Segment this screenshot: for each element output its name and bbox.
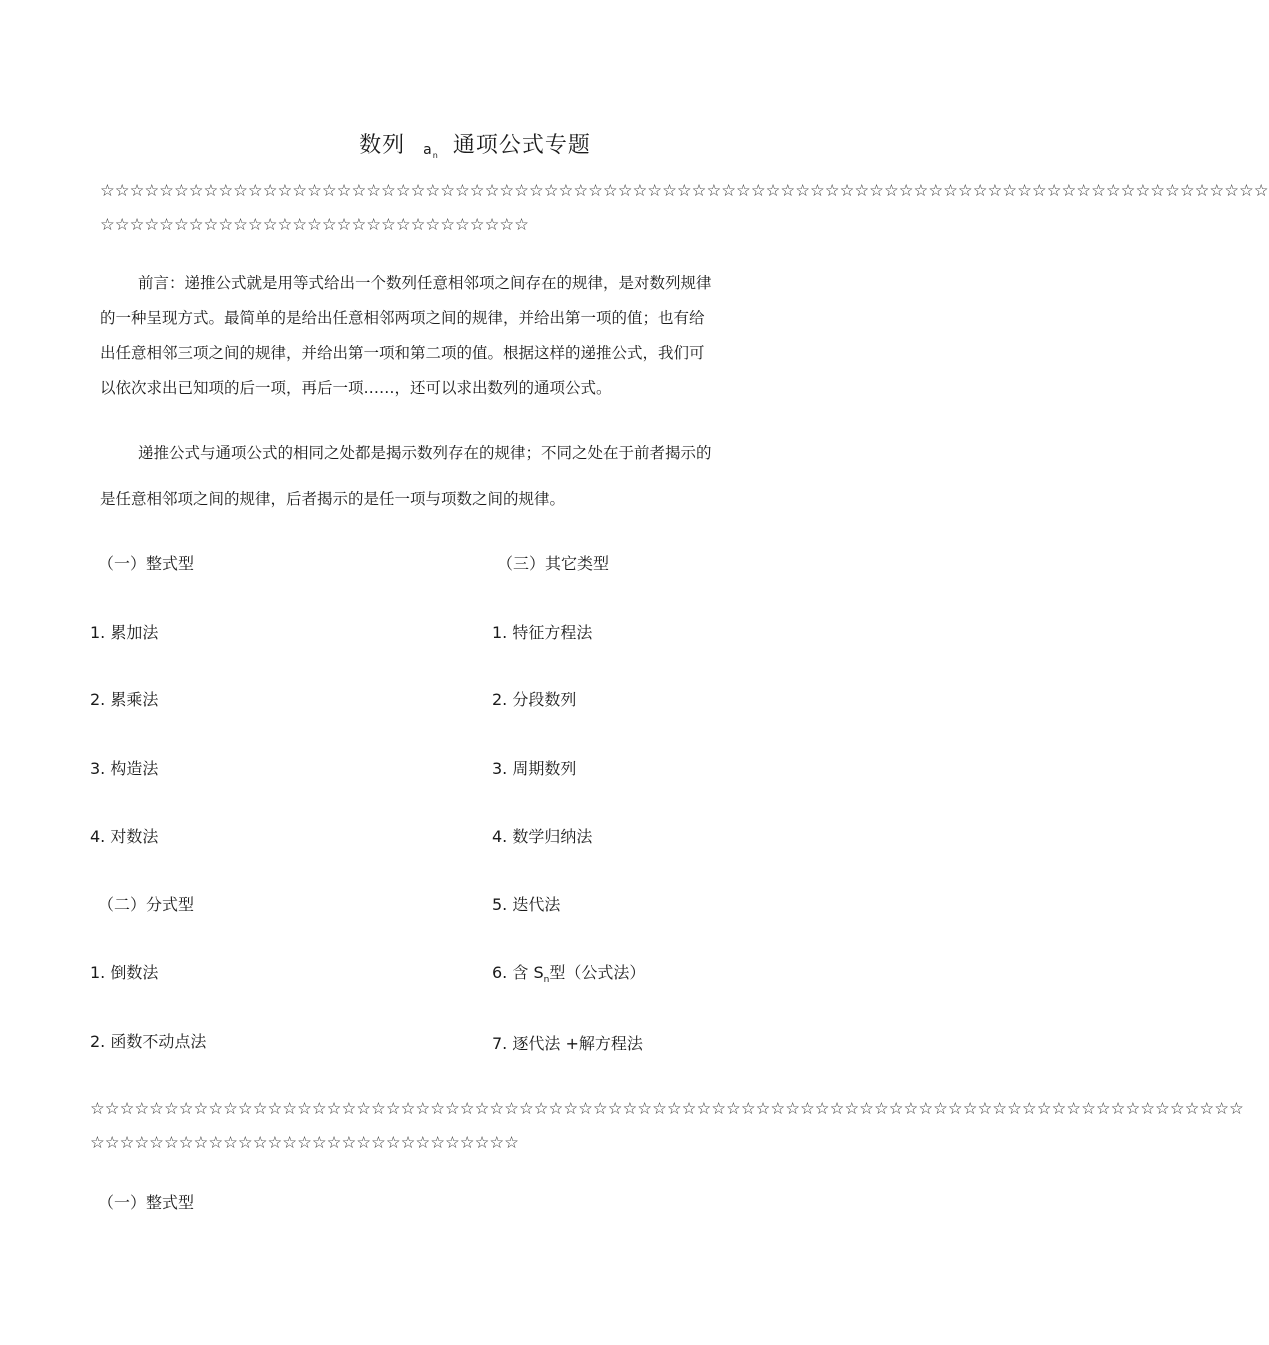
outline-right-item: 1. 特征方程法 [492,623,593,642]
outline-left-item: 1. 倒数法 [90,963,159,982]
sn-variable-letter: S [533,963,544,982]
outline-right-item: 2. 分段数列 [492,690,577,709]
outline-right-item: 4. 数学归纳法 [492,827,593,846]
preface-line: 的一种呈现方式。最简单的是给出任意相邻两项之间的规律，并给出第一项的值；也有给 [100,309,705,327]
preface-line: 前言：递推公式就是用等式给出一个数列任意相邻项之间存在的规律，是对数列规律 [138,274,712,292]
outline-left-heading-integral: （一）整式型 [98,554,195,573]
page-title [0,128,950,159]
stars-divider-bottom-2 [90,1133,519,1152]
outline-left-heading-fractional: （二）分式型 [98,895,195,914]
outline-left-item: 4. 对数法 [90,827,159,846]
title-suffix: 通项公式专题 [452,133,591,158]
outline-right-item: 3. 周期数列 [492,759,577,778]
preface-line: 出任意相邻三项之间的规律，并给出第一项和第二项的值。根据这样的递推公式，我们可 [100,344,705,362]
title-variable [423,142,439,158]
stars-divider-top-2 [100,215,529,234]
outline-right-heading-other: （三）其它类型 [497,554,610,573]
title-variable-subscript: n [432,150,439,160]
outline-left-item: 1. 累加法 [90,623,159,642]
outline-left-item: 2. 函数不动点法 [90,1032,207,1051]
preface-line: 以依次求出已知项的后一项，再后一项……，还可以求出数列的通项公式。 [100,379,612,397]
outline-left-item: 3. 构造法 [90,759,159,778]
comparison-paragraph [100,430,712,522]
comparison-line: 递推公式与通项公式的相同之处都是揭示数列存在的规律；不同之处在于前者揭示的 [138,444,712,462]
outline-right-item-sn [492,960,645,985]
section-heading: （一）整式型 [98,1193,195,1212]
outline-right-item-sn-prefix: 6. 含 [492,963,529,982]
stars-divider-bottom-2-text: ☆☆☆☆☆☆☆☆☆☆☆☆☆☆☆☆☆☆☆☆☆☆☆☆☆☆☆☆☆ [90,1133,519,1152]
title-variable-letter: a [423,142,433,158]
stars-divider-top-1: ☆☆☆☆☆☆☆☆☆☆☆☆☆☆☆☆☆☆☆☆☆☆☆☆☆☆☆☆☆☆☆☆☆☆☆☆☆☆☆☆☆☆☆☆☆☆☆☆☆☆☆☆☆☆☆☆☆☆☆☆☆☆☆☆☆☆☆☆☆☆☆☆☆☆☆☆☆☆☆ [100,181,1269,200]
sn-variable [533,963,550,986]
sn-variable-subscript: n [543,975,550,986]
stars-divider-top-2-text: ☆☆☆☆☆☆☆☆☆☆☆☆☆☆☆☆☆☆☆☆☆☆☆☆☆☆☆☆☆ [100,215,529,234]
title-prefix: 数列 [359,133,406,158]
outline-right-item: 5. 迭代法 [492,895,561,914]
comparison-line: 是任意相邻项之间的规律，后者揭示的是任一项与项数之间的规律。 [100,490,566,508]
outline-right-item-sn-suffix: 型（公式法） [549,963,646,982]
preface-paragraph [100,266,712,406]
outline-right-item: 7. 逐代法 +解方程法 [492,1034,643,1053]
outline-left-item: 2. 累乘法 [90,690,159,709]
stars-divider-bottom-1: ☆☆☆☆☆☆☆☆☆☆☆☆☆☆☆☆☆☆☆☆☆☆☆☆☆☆☆☆☆☆☆☆☆☆☆☆☆☆☆☆☆☆☆☆☆☆☆☆☆☆☆☆☆☆☆☆☆☆☆☆☆☆☆☆☆☆☆☆☆☆☆☆☆☆☆☆☆☆ [90,1099,1244,1118]
